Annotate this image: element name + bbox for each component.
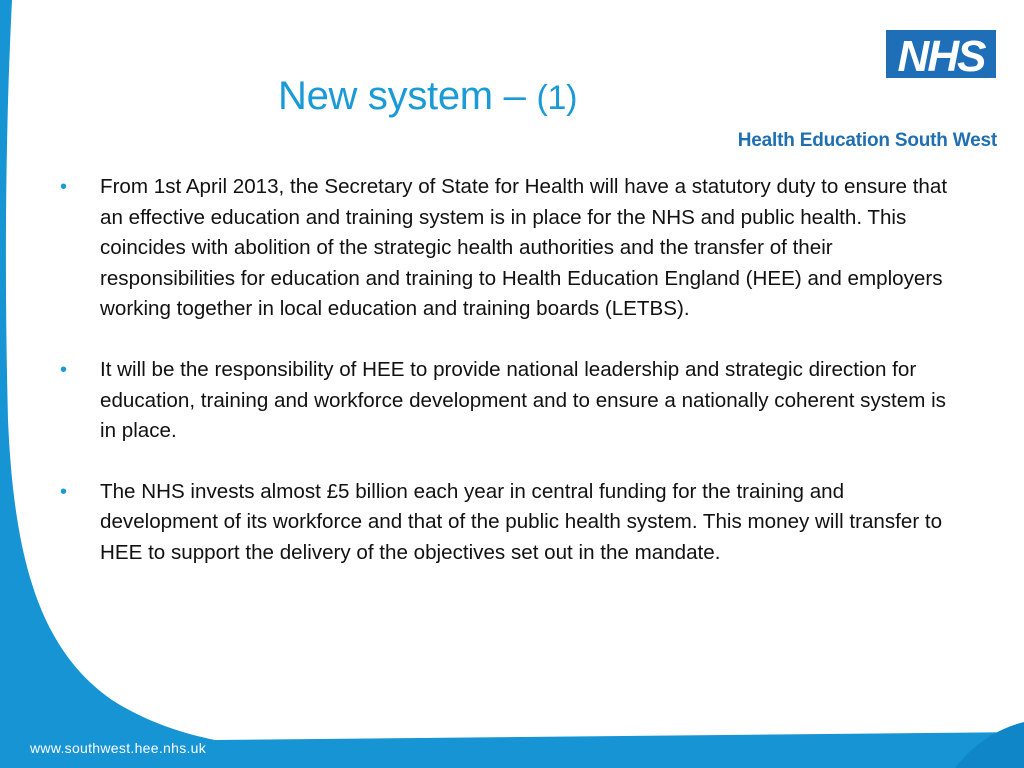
bullet-item (56, 355, 966, 447)
bullet-marker: • (60, 480, 68, 503)
bullet-marker: • (60, 176, 68, 198)
bullet-text: The NHS invests almost £5 billion each year in central funding for the training and development of its workforce and that of the public health system. This money will transfer to HEE to support the delivery of the objectives set out in the mandate. (100, 479, 943, 564)
bullet-marker: • (60, 358, 68, 381)
title-suffix: (1) (536, 79, 578, 117)
bullet-text: It will be the responsibility of HEE to provide national leadership and strategic direction for education, training and workforce development and to ensure a nationally coherent system is in place. (100, 357, 946, 443)
title-text: New system (278, 74, 493, 118)
bullet-item (56, 172, 966, 325)
footer-url: www.southwest.hee.nhs.uk (30, 740, 207, 756)
slide-title (278, 70, 577, 124)
nhs-logo (886, 30, 996, 78)
title-dash: – (503, 74, 526, 118)
organisation-name: Health Education South West (737, 130, 997, 151)
bullet-item (56, 477, 966, 569)
bullet-text: From 1st April 2013, the Secretary of State for Health will have a statutory duty to ensure that an effective education and training system is in place for the NHS and public health. This coincides with abolition of the strategic health authorities and the transfer of their responsibilities for education and training to Health Education England (HEE) and employers working together in local education and training boards (LETBS). (100, 175, 948, 321)
nhs-logo-text: NHS (897, 32, 985, 78)
bullet-list (56, 172, 966, 599)
